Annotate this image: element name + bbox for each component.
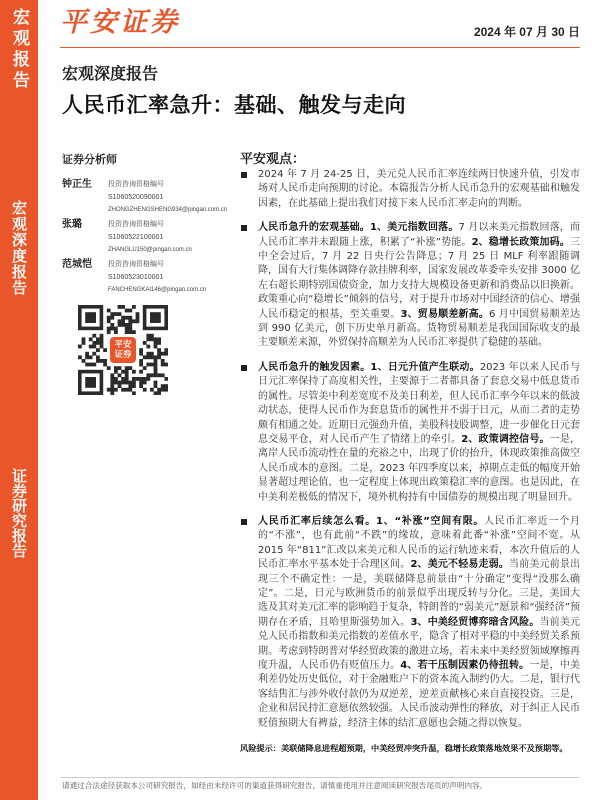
viewpoint-paragraph: [240, 361, 580, 505]
viewpoint-text: 2024 年 7 月 24-25 日，美元兑人民币汇率连续两日快速升值，引发市场对人民币走向预期的讨论。本篇报告分析人民币急升的宏观基础和触发因素，在此基础上提出我们对接下来人民币汇率走向的判断。: [258, 169, 580, 209]
viewpoint-text: 当前美元前景出现三个不确定性：一是，美联储降息前景由“十分确定”变得“没那么确定”。二是，日元与欧洲货币的前景似乎出现反转与分化。三是，美国大选及其对美元汇率的影响趋于复杂，特朗普的“弱美元”愿景和“强经济”预期存在矛盾，且哈里斯强势加入。: [258, 559, 580, 628]
analyst-qualification-label: 投资咨询资格编号: [108, 261, 164, 268]
footer-disclaimer: 请通过合法途径获取本公司研究报告，如经由未经许可的渠道获得研究报告，请慎重使用并注意阅读研究报告尾页的声明内容。: [62, 781, 488, 790]
footer-divider: [60, 777, 580, 778]
square-bullet-icon: [241, 172, 247, 178]
analyst-email: ZHANGLU150@pingan.com.cn: [108, 247, 192, 253]
analyst-email: ZHONGZHENGSHENG934@pingan.com.cn: [108, 207, 228, 213]
viewpoint-key-point: 2、美元不轻易走弱。: [410, 559, 510, 571]
analyst-info: [108, 218, 192, 257]
viewpoint-paragraph: [240, 221, 580, 351]
viewpoint-key-point: 3、中美经贸博弈暗含风险。: [410, 616, 540, 628]
analyst-entry: [62, 258, 236, 298]
qr-logo-text: 平安证券: [110, 337, 136, 363]
analyst-name: 范城恺: [62, 259, 92, 270]
viewpoint-key-point: 人民币汇率后续怎么看。1、“补涨”空间有限。: [258, 515, 485, 527]
sidebar-strip: [0, 0, 38, 800]
viewpoint-key-point: 2、稳增长政策加码。: [471, 236, 570, 248]
report-title: 人民币汇率急升：基础、触发与走向: [62, 93, 406, 117]
viewpoint-text: 一是，中美利差仍处历史低位，对于金融账户下的资本流入制约仍大。二是，银行代客结售汇与涉外收付款仍为双逆差，逆差贡献核心来自直接投资。三是，企业和居民持汇意愿依然较强。人民币波动弹性的释放，对于纠正人民币贬值预期大有裨益，经济主体的结汇意愿也会随之得以恢复。: [258, 660, 580, 729]
analyst-qualification-label: 投资咨询资格编号: [108, 221, 164, 228]
viewpoint-paragraph: [240, 515, 580, 731]
viewpoint-key-point: 人民币急升的触发因素。1、日元升值产生联动。: [258, 361, 480, 373]
risk-warning: 风险提示：美联储降息进程超预期，中美经贸冲突升温，稳增长政策落地效果不及预期等。: [240, 743, 568, 754]
analyst-qualification-label: 投资咨询资格编号: [108, 181, 164, 188]
viewpoint-text: 三中全会过后，7 月 22 日央行公告降息；7 月 25 日 MLF 利率跟随调降，国有大行集体调降存款挂牌利率，国家发展改革委牵头安排 3000 亿左右超长期特别国债资金，加力支持大规模设备更新和消费品以旧换新。政策重心向“稳增长”倾斜的信号，对于提升市场对中国经济的信心、增强人民币稳定的根基，至关重要。: [258, 236, 580, 320]
viewpoint-key-point: 3、贸易顺差新高。: [400, 308, 490, 320]
square-bullet-icon: [241, 519, 247, 525]
analysts-heading: 证券分析师: [62, 153, 117, 166]
analyst-name: 张璐: [62, 219, 82, 230]
viewpoints-list: [240, 168, 580, 731]
analyst-certificate-number: S1060520090001: [108, 194, 164, 201]
brand-logo: 平安证券: [60, 7, 180, 38]
viewpoint-paragraph: [240, 168, 580, 211]
sidebar-label-report-category: 宏观报告: [9, 8, 29, 92]
qr-code: [78, 305, 168, 395]
report-date: 2024 年 07 月 30 日: [473, 25, 580, 39]
viewpoints-heading: 平安观点：: [240, 152, 306, 167]
sidebar-label-research: 证券研究报告: [10, 468, 28, 558]
viewpoint-text: 7 月以来美元指数回落，而人民币汇率并未跟随上涨，积累了“补涨”势能。: [258, 222, 580, 248]
viewpoint-key-point: 人民币急升的宏观基础。1、美元指数回落。: [258, 222, 459, 234]
analyst-info: [108, 178, 227, 217]
viewpoint-text: 当前美元兑人民币指数和美元指数的差值水平，隐含了相对平稳的中美经贸关系预期。考虑到特朗普对华经贸政策的激进立场，若未来中美经贸领域摩擦再度升温，人民币仍有贬值压力。: [258, 616, 580, 671]
analyst-email: FANCHENGKAI146@pingan.com.cn: [108, 287, 207, 293]
report-type: 宏观深度报告: [62, 64, 159, 83]
square-bullet-icon: [241, 225, 247, 231]
viewpoint-text: 人民币汇率近一个月的“不涨”，也有此前“不跌”的缘故，意味着此番“补涨”空间不宽。从 2015 年“811”汇改以来美元和人民币的运行轨迹来看，本次升值后的人民币汇率水平基本处于合理区间。: [258, 515, 580, 571]
analyst-certificate-number: S1060523010001: [108, 274, 164, 281]
analyst-info: [108, 258, 206, 297]
analyst-name: 钟正生: [62, 179, 92, 190]
viewpoint-text: 一是，离岸人民币流动性在量的充裕之中，出现了价的抬升，体现政策推高做空人民币成本的意图。二是，2023 年四季度以来，掉期点走低的幅度开始显著超过理论值，也一定程度上体现出政策稳汇率的意图。也是因此，在中美利差极低的情况下，境外机构持有中国债券的规模出现了明显回升。: [258, 433, 580, 503]
analyst-entry: [62, 218, 236, 258]
key-viewpoints: [240, 152, 580, 762]
viewpoint-text: 6 月中国贸易顺差达到 990 亿美元，创下历史单月新高。货物贸易顺差是我国国际收支的最主要顺差来源，外贸保持高顺差为人民币汇率提供了稳健的基础。: [258, 308, 580, 349]
header-divider: [60, 47, 580, 48]
qr-logo: [108, 335, 138, 365]
square-bullet-icon: [241, 365, 247, 371]
viewpoint-text: 2023 年以来人民币与日元汇率保持了高度相关性，主要源于二者都具备了套息交易中低息货币的属性。尽管美中利差宽度不及美日利差，但人民币汇率今年以来的低波动状态，使得人民币作为套息货币的属性并不弱于日元，从而二者的走势颇有相通之处。近期日元强劲升值，美股科技股调整，进一步催化日元套息交易平仓，对人民币产生了情绪上的牵引。: [258, 361, 580, 445]
analysts-panel: [62, 152, 236, 298]
viewpoint-key-point: 2、政策调控信号。: [461, 433, 550, 445]
sidebar-label-report-type: 宏观深度报告: [10, 200, 28, 296]
analyst-certificate-number: S1060522100001: [108, 234, 164, 241]
analyst-entry: [62, 178, 236, 218]
viewpoint-key-point: 4、若干压制因素仍待扭转。: [400, 660, 530, 671]
